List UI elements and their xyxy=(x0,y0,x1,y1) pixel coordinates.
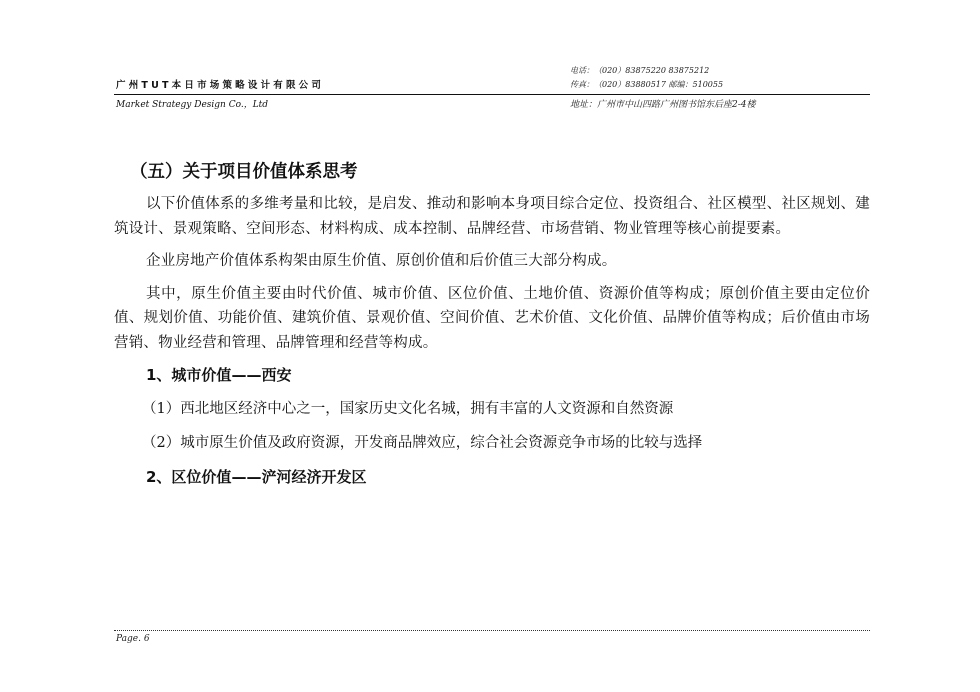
header-phone: 电话：（020）83875220 83875212 xyxy=(570,66,710,75)
page-header xyxy=(114,62,870,122)
document-body xyxy=(114,160,870,499)
paragraph-structure: 企业房地产价值体系构架由原生价值、原创价值和后价值三大部分构成。 xyxy=(146,253,617,269)
header-address: 地址：广州市中山四路广州图书馆东后座2-4楼 xyxy=(570,100,756,110)
subheading-city-value: 1、城市价值——西安 xyxy=(146,366,292,384)
subheading-location-value: 2、区位价值——浐河经济开发区 xyxy=(146,468,367,486)
paragraph-details: 其中，原生价值主要由时代价值、城市价值、区位价值、土地价值、资源价值等构成；原创价值主要由定位价值、规划价值、功能价值、建筑价值、景观价值、空间价值、艺术价值、文化价值、品牌价值等构成；后价值由市场营销、物业经营和管理、品牌管理和经营等构成。 xyxy=(114,285,870,351)
section-heading: （五）关于项目价值体系思考 xyxy=(130,162,358,182)
header-fax: 传真：（020）83880517 邮编：510055 xyxy=(570,80,724,89)
header-company-english: Market Strategy Design Co.，Ltd xyxy=(116,100,269,110)
paragraph-intro: 以下价值体系的多维考量和比较，是启发、推动和影响本身项目综合定位、投资组合、社区模型、社区规划、建筑设计、景观策略、空间形态、材料构成、成本控制、品牌经营、市场营销、物业管理等核心前提要素。 xyxy=(114,196,870,237)
page-number: Page. 6 xyxy=(116,634,150,644)
header-rule xyxy=(114,94,870,95)
list-item: （2）城市原生价值及政府资源，开发商品牌效应，综合社会资源竞争市场的比较与选择 xyxy=(142,435,703,451)
footer-rule xyxy=(114,630,870,631)
header-company-name: 广州TUT本日市场策略设计有限公司 xyxy=(116,80,325,91)
list-item: （1）西北地区经济中心之一，国家历史文化名城，拥有丰富的人文资源和自然资源 xyxy=(142,401,674,417)
